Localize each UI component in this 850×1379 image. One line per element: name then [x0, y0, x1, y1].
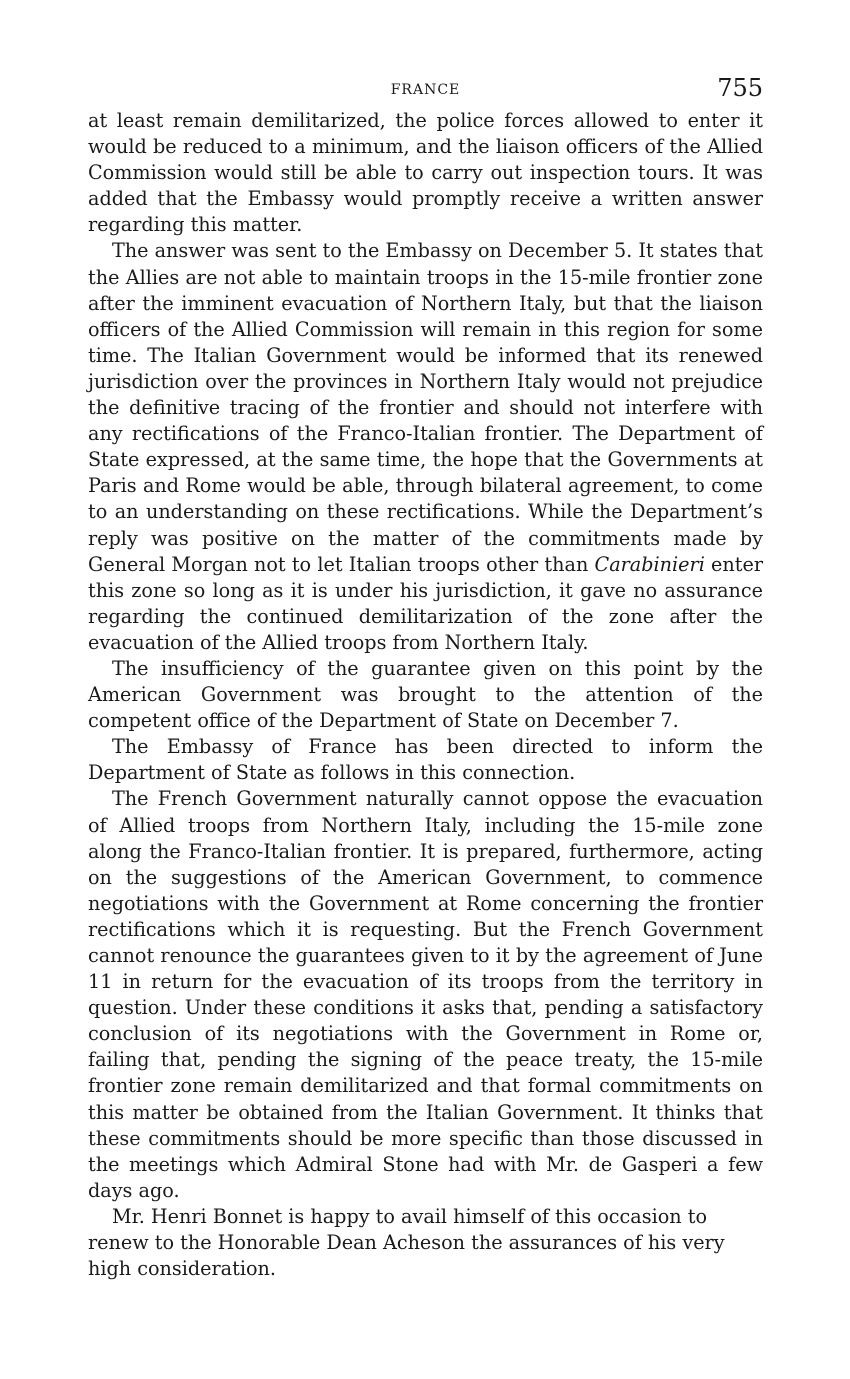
- paragraph-french-government-position: [88, 786, 763, 1204]
- paragraph-continuation: [88, 108, 763, 238]
- paragraph-december-5-answer: [88, 238, 763, 656]
- paragraph-text: The French Government naturally cannot oppose the evacuation of Allied troops from Northern Italy, including the 15-mile zone along the Franco-Italian frontier. It is prepared, furthermore, acting on the suggestions of the American Government, to commence negotiations with the Government at Rome concerning the frontier rectifications which it is requesting. But the French Government cannot renounce the guarantees given to it by the agreement of June 11 in return for the evacuation of its troops from the territory in question. Under these conditions it asks that, pending a satisfactory conclusion of its negotiations with the Government in Rome or, failing that, pending the signing of the peace treaty, the 15-mile frontier zone remain demilitarized and that formal commitments on this matter be obtained from the Italian Government. It thinks that these commitments should be more specific than those discussed in the meetings which Admiral Stone had with Mr. de Gasperi a few days ago.: [88, 787, 763, 1202]
- paragraph-closing: [88, 1204, 763, 1282]
- paragraph-insufficiency: [88, 656, 763, 734]
- paragraph-italic-text: Carabinieri: [594, 552, 705, 576]
- running-head: FRANCE: [390, 82, 461, 98]
- page-header: [88, 74, 763, 108]
- paragraph-text: at least remain demilitarized, the police forces allowed to enter it would be reduced to a minimum, and the liaison officers of the Allied Commission would still be able to carry out inspection tours. It was added that the Embassy would promptly receive a written answer regarding this matter.: [88, 109, 763, 237]
- paragraph-embassy-directed: [88, 734, 763, 786]
- paragraph-text-after: enter this zone so long as it is under his jurisdiction, it gave no assurance regarding the continued demilitarization of the zone after the evacuation of the Allied troops from Northern Italy.: [88, 552, 763, 654]
- paragraph-text: The answer was sent to the Embassy on December 5. It states that the Allies are not able to maintain troops in the 15-mile frontier zone after the imminent evacuation of Northern Italy, but that the liaison officers of the Allied Commission will remain in this region for some time. The Italian Government would be informed that its renewed jurisdiction over the provinces in Northern Italy would not prejudice the definitive tracing of the frontier and should not interfere with any rectifications of the Franco-Italian frontier. The Department of State expressed, at the same time, the hope that the Governments at Paris and Rome would be able, through bilateral agreement, to come to an understanding on these rectifications. While the Department’s reply was positive on the matter of the commitments made by General Morgan not to let Italian troops other than: [88, 239, 763, 576]
- paragraph-text: Mr. Henri Bonnet is happy to avail himself of this occasion to renew to the Honorable Dean Acheson the assurances of his very high consideration.: [88, 1204, 725, 1281]
- page-number: 755: [717, 74, 763, 102]
- document-page: [88, 74, 763, 1282]
- paragraph-text: The insufficiency of the guarantee given on this point by the American Government was brought to the attention of the competent office of the Department of State on December 7.: [88, 656, 763, 733]
- body-text: [88, 108, 763, 1282]
- paragraph-text: The Embassy of France has been directed to inform the Department of State as follows in this connection.: [88, 735, 763, 785]
